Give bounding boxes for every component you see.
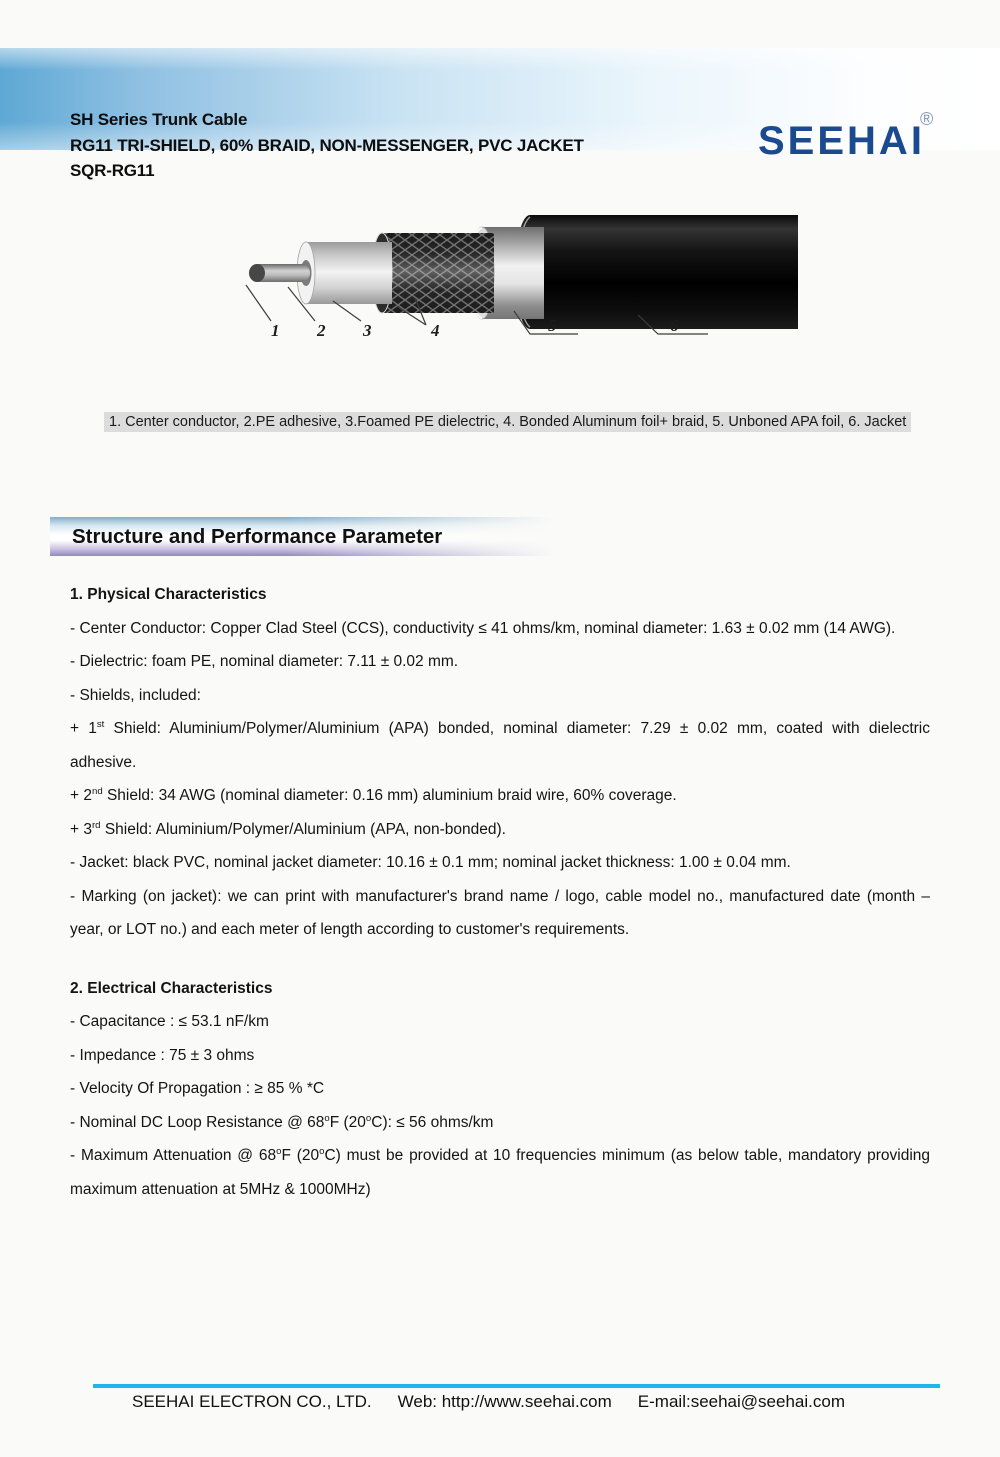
product-model: SQR-RG11 xyxy=(70,161,155,180)
body-paragraph: - Impedance : 75 ± 3 ohms xyxy=(70,1046,255,1064)
cable-cutaway-drawing xyxy=(230,195,800,345)
electrical-characteristics-heading: 2. Electrical Characteristics xyxy=(70,979,273,997)
body-paragraph: + 2nd Shield: 34 AWG (nominal diameter: 0.16 mm) aluminium braid wire, 60% coverage. xyxy=(70,785,677,804)
electrical-characteristics-list xyxy=(70,1005,930,1206)
header-titles xyxy=(70,107,584,184)
footer-company: SEEHAI ELECTRON CO., LTD. xyxy=(132,1392,372,1411)
body-paragraph: - Marking (on jacket): we can print with manufacturer's brand name / logo, cable model no., manufactured date (month – year, or LOT no.) and each meter of length according to customer's requirements. xyxy=(70,887,930,938)
product-description: RG11 TRI-SHIELD, 60% BRAID, NON-MESSENGER, PVC JACKET xyxy=(70,135,584,155)
figure-label-5: 5 xyxy=(548,316,557,335)
physical-characteristics-list xyxy=(70,612,930,947)
body-paragraph: - Shields, included: xyxy=(70,686,201,704)
cable-layer-jacket xyxy=(515,215,798,329)
figure-label-6: 6 xyxy=(670,316,679,335)
section-title: Structure and Performance Parameter xyxy=(72,525,443,548)
brand-logo-text: SEEHAI xyxy=(758,119,925,163)
body-paragraph: - Maximum Attenuation @ 68$^o$F (20$^o$C) must be provided at 10 frequencies minimum (as below table, mandatory providing maximum attenuation at 5MHz & 1000MHz) xyxy=(70,1145,930,1198)
cable-cutaway-figure xyxy=(230,195,800,345)
footer-divider xyxy=(93,1384,940,1388)
physical-characteristics-heading: 1. Physical Characteristics xyxy=(70,586,267,603)
footer-website: Web: http://www.seehai.com xyxy=(397,1392,612,1411)
header-band xyxy=(0,48,1000,180)
body-paragraph: + 1st Shield: Aluminium/Polymer/Aluminium (APA) bonded, nominal diameter: 7.29 ± 0.02 mm, coated with dielectric adhesive. xyxy=(70,718,930,771)
document-body xyxy=(70,578,930,1206)
section-title-bar xyxy=(50,517,610,556)
body-paragraph: - Jacket: black PVC, nominal jacket diameter: 10.16 ± 0.1 mm; nominal jacket thickness: 1.00 ± 0.04 mm. xyxy=(70,854,791,871)
cable-layer-conductor xyxy=(249,264,310,282)
body-paragraph: - Nominal DC Loop Resistance @ 68$^o$F $(20^oC)$: ≤ 56 ohms/km xyxy=(70,1112,494,1131)
footer xyxy=(132,1392,845,1412)
product-series-title: SH Series Trunk Cable xyxy=(70,110,248,129)
brand-logo xyxy=(758,109,958,163)
body-paragraph: - Velocity Of Propagation : ≥ 85 % *C xyxy=(70,1080,325,1097)
body-paragraph: - Capacitance : ≤ 53.1 nF/km xyxy=(70,1013,269,1030)
figure-label-4: 4 xyxy=(431,321,440,340)
footer-email: E-mail:seehai@seehai.com xyxy=(637,1392,845,1411)
cable-layer-dielectric xyxy=(297,242,392,304)
figure-label-2: 2 xyxy=(317,321,326,340)
body-paragraph: + 3rd Shield: Aluminium/Polymer/Aluminium (APA, non-bonded). xyxy=(70,819,506,838)
registered-trademark-icon: ® xyxy=(920,109,934,129)
body-paragraph: - Center Conductor: Copper Clad Steel (CCS), conductivity ≤ 41 ohms/km, nominal diameter: 1.63 ± 0.02 mm (14 AWG). xyxy=(70,619,896,637)
figure-caption: 1. Center conductor, 2.PE adhesive, 3.Foamed PE dielectric, 4. Bonded Aluminum foil+ braid, 5. Unboned APA foil, 6. Jacket xyxy=(104,412,911,432)
body-paragraph: - Dielectric: foam PE, nominal diameter: 7.11 ± 0.02 mm. xyxy=(70,653,459,670)
figure-label-3: 3 xyxy=(363,321,372,340)
figure-label-1: 1 xyxy=(271,321,280,340)
